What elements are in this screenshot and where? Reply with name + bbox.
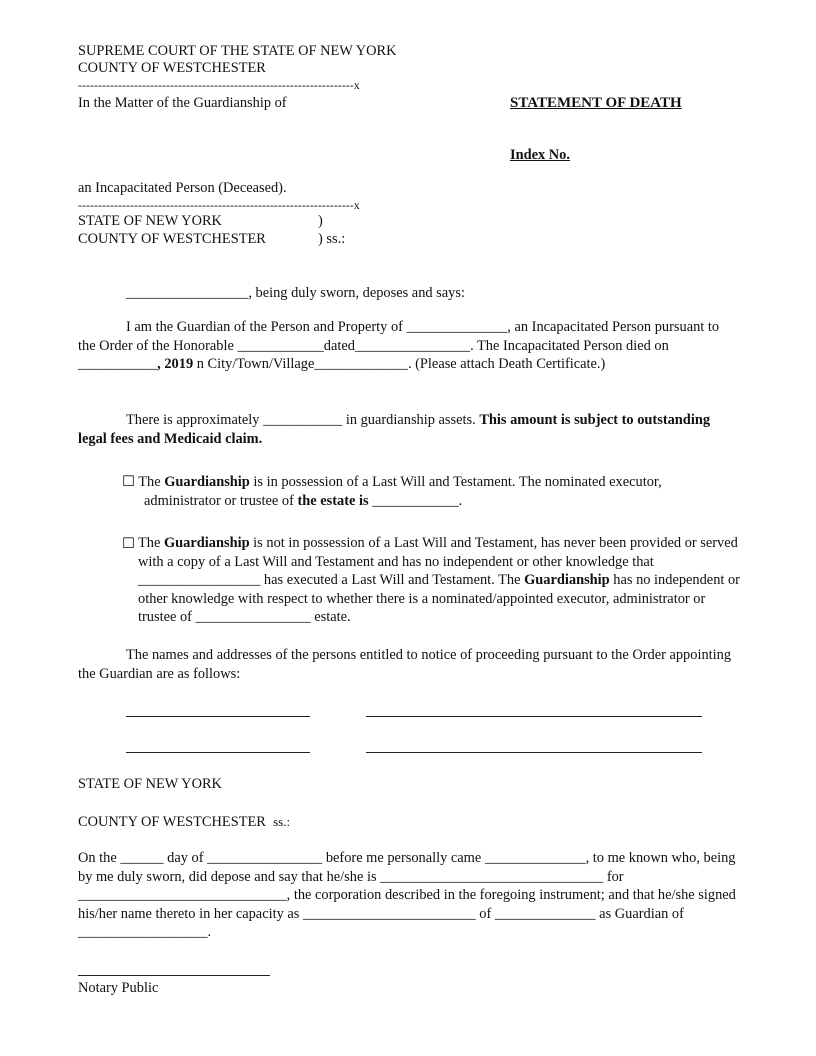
index-number-label: Index No. [510, 147, 570, 163]
incapacitated-person-line: an Incapacitated Person (Deceased). [78, 180, 287, 196]
assets-paragraph: There is approximately ___________ in guardianship assets. This amount is subject to outstanding legal fees and Medicaid claim. [78, 412, 711, 447]
venue-bracket: ) [318, 213, 323, 229]
notary-signature-line[interactable] [78, 975, 270, 976]
guardian-statement-paragraph: I am the Guardian of the Person and Property of ______________, an Incapacitated Person pursuant to the Order of the Honorable ____________dated________________. The Incapacitated Person died on ___________, 2019 n City/Town/Village_____________. (Please attach Death Certificate.) [78, 319, 720, 373]
notary-county: COUNTY OF WESTCHESTER ss.: [78, 814, 291, 830]
sworn-statement: _________________, being duly sworn, deposes and says: [126, 285, 465, 301]
deponent-name-blank[interactable]: _________________ [126, 285, 249, 301]
death-place-blank[interactable]: _____________ [314, 356, 408, 373]
notice-address-line-1[interactable] [366, 716, 702, 717]
notary-appearer-blank[interactable]: ______________ [484, 850, 586, 866]
notary-acknowledgment: On the ______ day of ________________ before me personally came ______________, to me known who, being by me duly sworn, did depose and say that he/she is _______________________________ for _____________________________, the corporation described in the foregoing instrument; and that he/she signed his/her name thereto in her capacity as ________________________ of ______________ as Guardian of __________________. [78, 850, 736, 941]
incapacitated-person-name-blank[interactable]: ______________ [406, 319, 508, 335]
notice-address-line-2[interactable] [366, 752, 702, 753]
notary-ward-blank[interactable]: __________________ [78, 924, 208, 941]
will-possession-option: ☐ The Guardianship is in possession of a Last Will and Testament. The nominated executor, [122, 474, 662, 490]
venue-ss: ) ss.: [318, 231, 346, 247]
caption-rule-top: ---------------------------------------------------------------------x [78, 78, 360, 92]
notice-persons-paragraph: The names and addresses of the persons entitled to notice of proceeding pursuant to the Order appointing the Guardian are as follows: [78, 647, 732, 682]
death-date-blank[interactable]: ___________ [78, 356, 158, 373]
order-date-blank[interactable]: ________________ [354, 337, 471, 354]
notary-state: STATE OF NEW YORK [78, 776, 222, 792]
will-possession-option-continued: administrator or trustee of the estate is ____________. [144, 493, 463, 509]
notice-name-line-2[interactable] [126, 752, 310, 753]
venue-state: STATE OF NEW YORK [78, 213, 222, 229]
notary-title-blank[interactable]: _______________________________ [380, 868, 604, 885]
notary-day-blank[interactable]: ______ [120, 850, 164, 866]
estate-executor-blank[interactable]: ____________ [368, 493, 459, 509]
caption-rule-bottom: ---------------------------------------------------------------------x [78, 198, 360, 212]
notary-capacity-blank[interactable]: ________________________ [302, 905, 476, 922]
assets-notice: This amount is subject to outstanding legal fees and Medicaid claim. [78, 412, 711, 447]
document-title: STATEMENT OF DEATH [510, 95, 682, 111]
assets-amount-blank[interactable]: ___________ [263, 412, 343, 428]
death-year: , 2019 [157, 356, 194, 373]
notary-entity-blank[interactable]: ______________ [494, 905, 596, 922]
will-possession-checkbox[interactable]: ☐ [122, 474, 135, 490]
notary-signature-label: Notary Public [78, 980, 159, 996]
no-will-checkbox[interactable]: ☐ [122, 536, 135, 552]
judge-name-blank[interactable]: ____________ [237, 337, 324, 354]
matter-line: In the Matter of the Guardianship of [78, 95, 287, 111]
testator-name-blank[interactable]: _________________ [138, 572, 261, 589]
estate-name-blank[interactable]: ________________ [195, 609, 311, 626]
court-name: SUPREME COURT OF THE STATE OF NEW YORK [78, 43, 397, 59]
notary-corporation-blank[interactable]: _____________________________ [78, 887, 287, 904]
court-county: COUNTY OF WESTCHESTER [78, 60, 266, 76]
notary-month-blank[interactable]: ________________ [207, 850, 323, 866]
notice-name-line-1[interactable] [126, 716, 310, 717]
venue-county: COUNTY OF WESTCHESTER [78, 231, 266, 247]
no-will-option: The Guardianship is not in possession of a Last Will and Testament, has never been provided or served with a copy of a Last Will and Testament and has no independent or other knowledge that _________________ has executed a Last Will and Testament. The Guardianship has no independent or other knowledge with respect to whether there is a nominated/appointed executor, administrator or trustee of ________________ estate. [138, 535, 740, 626]
